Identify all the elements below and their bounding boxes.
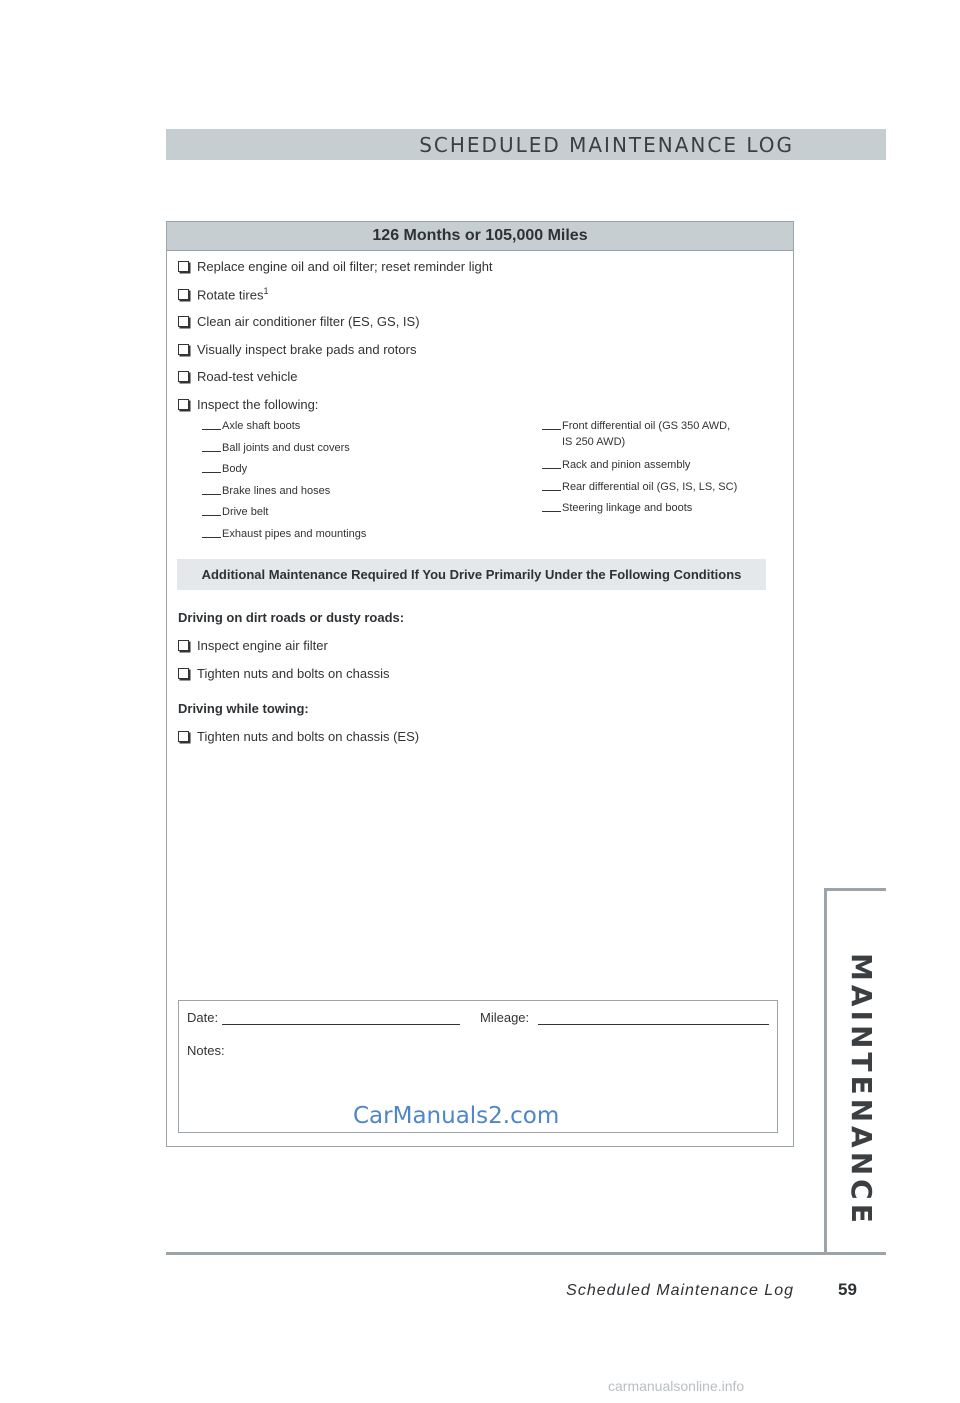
section-side-label: MAINTENANCE: [845, 953, 878, 1227]
task-item: [178, 397, 318, 412]
inspect-item-label: Rack and pinion assembly: [562, 459, 691, 471]
maintenance-log-box: [166, 221, 794, 1147]
inspect-item-label: Body: [222, 463, 248, 475]
inspect-item-continuation: IS 250 AWD): [562, 436, 626, 448]
inspect-item-label: Axle shaft boots: [222, 420, 301, 432]
task-item: [178, 259, 493, 274]
task-label: Inspect engine air filter: [197, 638, 328, 653]
check-blank[interactable]: [542, 490, 561, 491]
condition-label: Driving while towing:: [178, 701, 309, 716]
footnote-marker: 1: [263, 286, 269, 296]
service-record-box: [178, 1000, 778, 1133]
mileage-field[interactable]: [538, 1024, 769, 1025]
inspect-item: [542, 502, 692, 514]
date-field[interactable]: [222, 1024, 460, 1025]
check-blank[interactable]: [202, 494, 221, 495]
checkbox[interactable]: [178, 289, 189, 300]
inspect-item: [542, 420, 730, 432]
footer-title: Scheduled Maintenance Log: [566, 1282, 794, 1299]
inspect-item: [202, 420, 300, 432]
task-label: Replace engine oil and oil filter; reset reminder light: [197, 259, 493, 274]
additional-maintenance-heading: Additional Maintenance Required If You Drive Primarily Under the Following Conditions: [177, 559, 766, 590]
inspect-item-label: Ball joints and dust covers: [222, 442, 350, 454]
checkbox[interactable]: [178, 640, 189, 651]
checkbox[interactable]: [178, 371, 189, 382]
notes-label: Notes:: [187, 1043, 225, 1058]
inspect-item: [202, 463, 247, 475]
page-header-title: SCHEDULED MAINTENANCE LOG: [419, 133, 794, 157]
task-item: [178, 286, 269, 302]
task-label: Inspect the following:: [197, 397, 319, 412]
watermark: CarManuals2.com: [353, 1103, 560, 1129]
inspect-item: [202, 528, 366, 540]
section-side-tab: [824, 888, 886, 1252]
inspect-item-label: Steering linkage and boots: [562, 502, 693, 514]
check-blank[interactable]: [202, 451, 221, 452]
inspect-item: [202, 506, 268, 518]
interval-heading: 126 Months or 105,000 Miles: [167, 222, 793, 251]
task-item: [178, 666, 389, 681]
date-label: Date:: [187, 1010, 219, 1025]
task-label: Tighten nuts and bolts on chassis (ES): [197, 729, 420, 744]
inspect-item-label: Exhaust pipes and mountings: [222, 528, 367, 540]
inspect-item-label: Brake lines and hoses: [222, 485, 331, 497]
check-blank[interactable]: [542, 468, 561, 469]
footer-rule: [166, 1252, 886, 1255]
footer-watermark: carmanualsonline.info: [608, 1378, 745, 1394]
checkbox[interactable]: [178, 399, 189, 410]
checkbox[interactable]: [178, 668, 189, 679]
inspect-item-label: Drive belt: [222, 506, 269, 518]
task-label: Rotate tires: [197, 287, 264, 303]
checkbox[interactable]: [178, 261, 189, 272]
check-blank[interactable]: [542, 511, 561, 512]
task-label: Road-test vehicle: [197, 369, 298, 384]
check-blank[interactable]: [202, 472, 221, 473]
task-item: [178, 369, 297, 384]
check-blank[interactable]: [202, 429, 221, 430]
inspect-item-label: Rear differential oil (GS, IS, LS, SC): [562, 481, 738, 493]
check-blank[interactable]: [542, 429, 561, 430]
mileage-label: Mileage:: [480, 1010, 530, 1025]
task-label: Clean air conditioner filter (ES, GS, IS): [197, 314, 420, 329]
inspect-item: [202, 485, 330, 497]
task-item: [178, 729, 419, 744]
inspect-item: [542, 459, 690, 471]
task-label: Visually inspect brake pads and rotors: [197, 342, 417, 357]
inspect-item-label: Front differential oil (GS 350 AWD,: [562, 420, 731, 432]
task-item: [178, 314, 420, 329]
page-number: 59: [838, 1280, 857, 1299]
page-header-bar: [166, 129, 886, 160]
checkbox[interactable]: [178, 316, 189, 327]
checkbox[interactable]: [178, 344, 189, 355]
checkbox[interactable]: [178, 731, 189, 742]
task-item: [178, 638, 328, 653]
condition-label: Driving on dirt roads or dusty roads:: [178, 610, 405, 625]
check-blank[interactable]: [202, 515, 221, 516]
task-label: Tighten nuts and bolts on chassis: [197, 666, 390, 681]
check-blank[interactable]: [202, 537, 221, 538]
task-item: [178, 342, 416, 357]
inspect-item: [542, 481, 737, 493]
inspect-item: [202, 442, 350, 454]
